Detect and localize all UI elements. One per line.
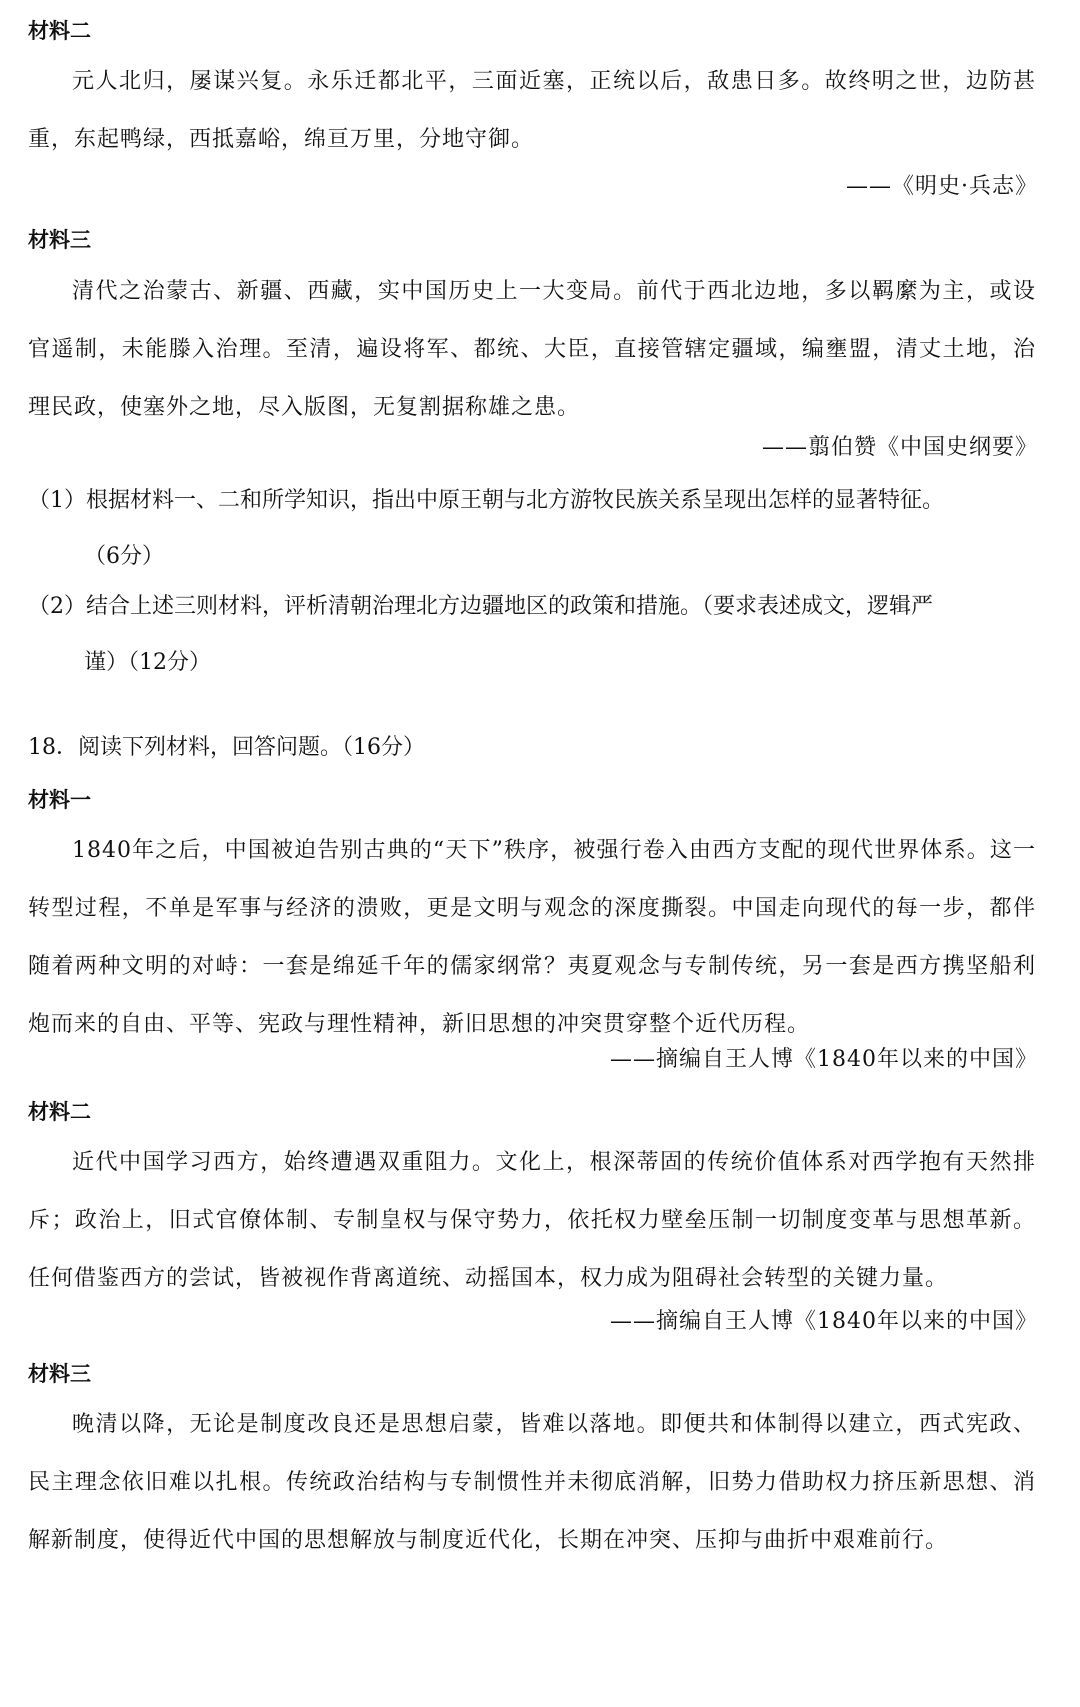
- material3-source: ——翦伯赞《中国史纲要》: [761, 435, 1038, 460]
- material3-heading: 材料三: [28, 228, 91, 252]
- material1-b-heading: 材料一: [28, 788, 91, 812]
- question-1: [28, 473, 1036, 585]
- question-18-title: 18．阅读下列材料，回答问题。（16分）: [28, 735, 425, 760]
- material1-b-source: ——摘编自王人博《1840年以来的中国》: [610, 1047, 1038, 1072]
- question-1-score: （6分）: [84, 544, 164, 569]
- question-2: [28, 579, 1036, 691]
- question-1-text: （1）根据材料一、二和所学知识，指出中原王朝与北方游牧民族关系呈现出怎样的显著特征。: [28, 488, 945, 513]
- material2-b-source: ——摘编自王人博《1840年以来的中国》: [610, 1309, 1038, 1334]
- question-2-score: 谨）（12分）: [84, 650, 211, 675]
- material2-heading: 材料二: [28, 19, 91, 43]
- material2-b-heading: 材料二: [28, 1100, 91, 1124]
- material2-b-text: 近代中国学习西方，始终遭遇双重阻力。文化上，根深蒂固的传统价值体系对西学抱有天然排斥；政治上，旧式官僚体制、专制皇权与保守势力，依托权力壁垒压制一切制度变革与思想革新。任何借鉴西方的尝试，皆被视作背离道统、动摇国本，权力成为阻碍社会转型的关键力量。: [28, 1150, 1036, 1291]
- material3-b-heading: 材料三: [28, 1362, 91, 1386]
- question-2-text: （2）结合上述三则材料，评析清朝治理北方边疆地区的政策和措施。（要求表述成文，逻辑严: [28, 594, 934, 619]
- material2-text: 元人北归，屡谋兴复。永乐迁都北平，三面近塞，正统以后，敌患日多。故终明之世，边防甚重，东起鸭绿，西抵嘉峪，绵亘万里，分地守御。: [28, 69, 1036, 152]
- material3-b-text: 晚清以降，无论是制度改良还是思想启蒙，皆难以落地。即便共和体制得以建立，西式宪政、民主理念依旧难以扎根。传统政治结构与专制惯性并未彻底消解，旧势力借助权力挤压新思想、消解新制度，使得近代中国的思想解放与制度近代化，长期在冲突、压抑与曲折中艰难前行。: [28, 1412, 1036, 1553]
- material2-source: ——《明史·兵志》: [846, 174, 1038, 199]
- material1-b-text: 1840年之后，中国被迫告别古典的“天下”秩序，被强行卷入由西方支配的现代世界体系。这一转型过程，不单是军事与经济的溃败，更是文明与观念的深度撕裂。中国走向现代的每一步，都伴随着两种文明的对峙：一套是绵延千年的儒家纲常？夷夏观念与专制传统，另一套是西方携坚船利炮而来的自由、平等、宪政与理性精神，新旧思想的冲突贯穿整个近代历程。: [28, 838, 1036, 1037]
- material3-text: 清代之治蒙古、新疆、西藏，实中国历史上一大变局。前代于西北边地，多以羁縻为主，或设官遥制，未能滕入治理。至清，遍设将军、都统、大臣，直接管辖定疆域，编壅盟，清丈土地，治理民政，使塞外之地，尽入版图，无复割据称雄之患。: [28, 279, 1036, 420]
